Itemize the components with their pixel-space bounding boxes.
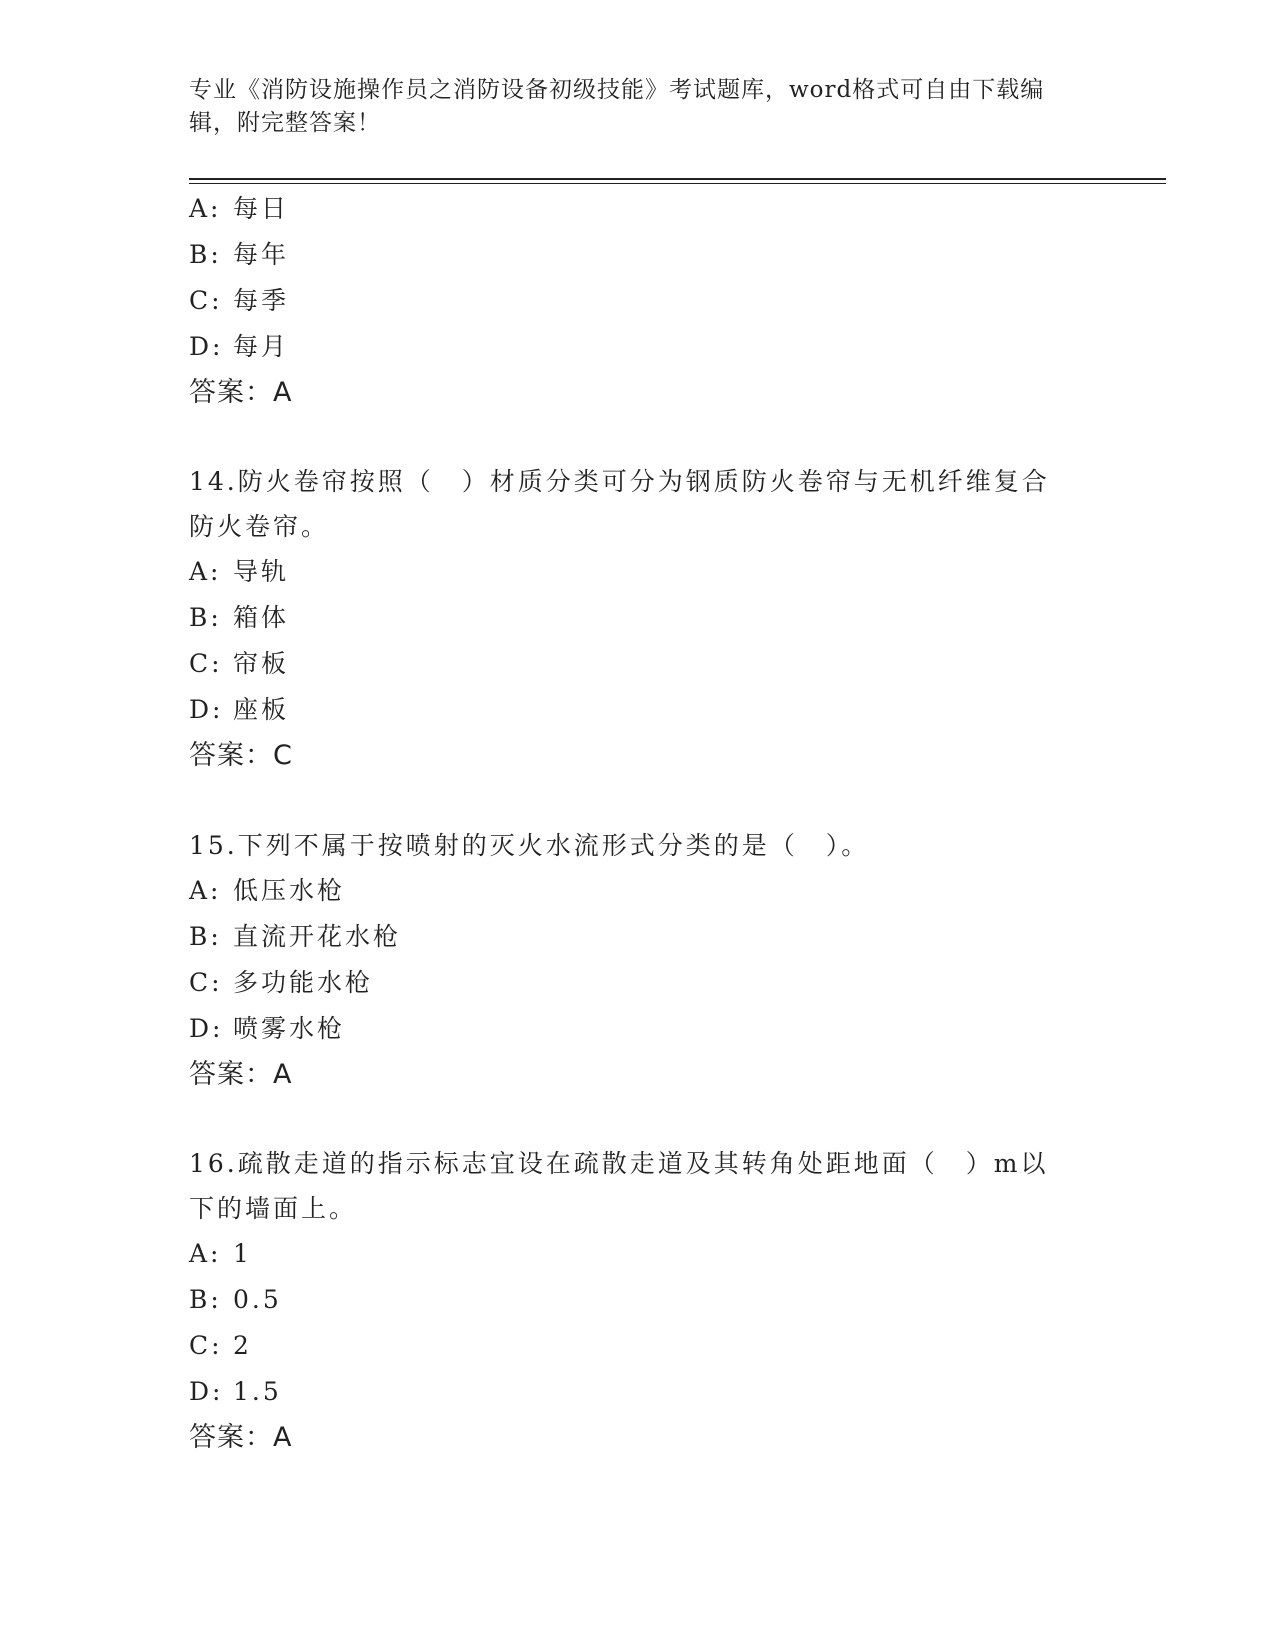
option-a: A: 每日 <box>189 194 290 223</box>
option-b: B: 箱体 <box>189 603 290 632</box>
answer-line: 答案：A <box>189 1059 293 1090</box>
option-c: C: 每季 <box>189 286 290 315</box>
document-header <box>189 74 1089 140</box>
option-c: C: 帘板 <box>189 649 290 678</box>
header-rule-thin <box>189 183 1166 184</box>
option-d: D: 每月 <box>189 332 290 361</box>
question-stem <box>189 1141 1089 1231</box>
option-a: A: 低压水枪 <box>189 876 346 905</box>
question-stem-line-1: 16.疏散走道的指示标志宜设在疏散走道及其转角处距地面（ ）m以 <box>189 1149 1049 1178</box>
answer-line: 答案：A <box>189 377 293 408</box>
header-rule-thick <box>189 178 1166 180</box>
option-b: B: 0.5 <box>189 1285 282 1314</box>
option-c: C: 多功能水枪 <box>189 968 374 997</box>
question-block-16 <box>189 1141 1089 1461</box>
question-stem-line-2: 下的墙面上。 <box>189 1194 358 1223</box>
answer-line: 答案：C <box>189 740 293 771</box>
question-block-14 <box>189 459 1089 779</box>
option-a: A: 导轨 <box>189 557 290 586</box>
question-stem <box>189 823 1089 868</box>
header-line-1: 专业《消防设施操作员之消防设备初级技能》考试题库，word格式可自由下载编 <box>189 77 1045 103</box>
question-stem-line-2: 防火卷帘。 <box>189 512 330 541</box>
question-block-13 <box>189 186 1089 416</box>
question-stem-line-1: 14.防火卷帘按照（ ）材质分类可分为钢质防火卷帘与无机纤维复合 <box>189 467 1050 496</box>
option-d: D: 1.5 <box>189 1377 282 1406</box>
option-b: B: 直流开花水枪 <box>189 922 402 951</box>
question-stem-line-1: 15.下列不属于按喷射的灭火水流形式分类的是（ ）。 <box>189 831 870 860</box>
option-b: B: 每年 <box>189 240 290 269</box>
option-a: A: 1 <box>189 1239 252 1268</box>
question-stem <box>189 459 1089 549</box>
question-block-15 <box>189 823 1089 1098</box>
option-d: D: 座板 <box>189 695 290 724</box>
option-c: C: 2 <box>189 1331 252 1360</box>
answer-line: 答案：A <box>189 1422 293 1453</box>
option-d: D: 喷雾水枪 <box>189 1014 346 1043</box>
header-line-2: 辑，附完整答案！ <box>189 110 381 136</box>
